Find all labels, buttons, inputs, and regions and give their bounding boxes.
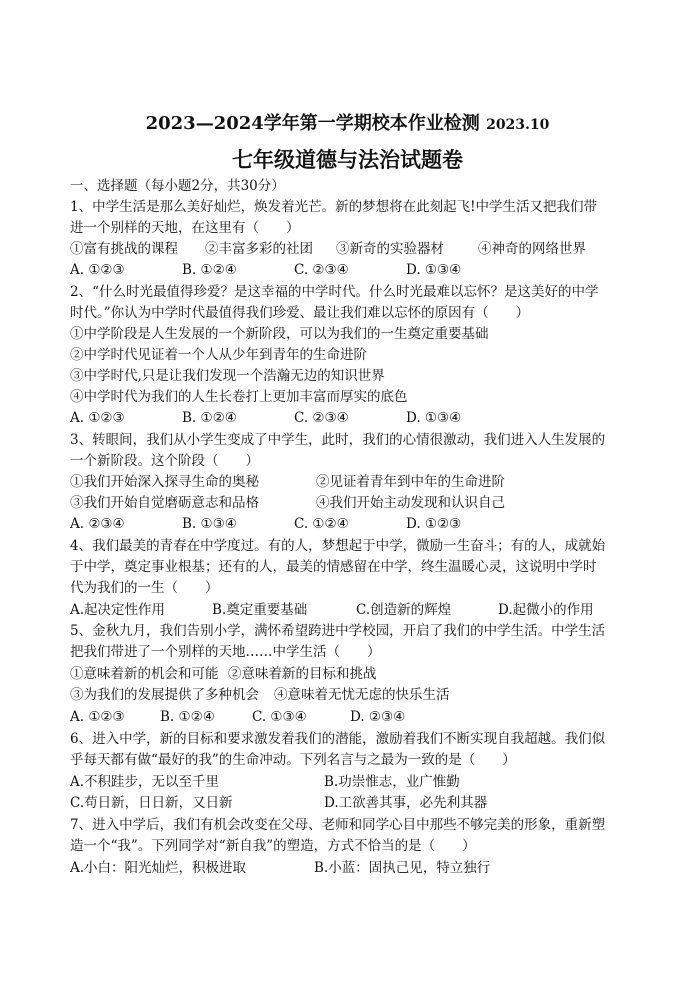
exam-date: 2023.10 — [486, 117, 550, 133]
q3-option-d: D. ①②③ — [406, 516, 462, 532]
q2-option-d: D. ①③④ — [406, 410, 462, 426]
q3-item: ④我们开始主动发现和认识自己 — [316, 495, 505, 511]
q2-item: ②中学时代见证着一个人从少年到青年的生命进阶 — [70, 347, 367, 363]
q7-stem-line2: 造一个“我”。下列同学对“新自我”的塑造，方式不恰当的是（ ） — [70, 838, 476, 854]
q3-item: ③我们开始自觉磨砺意志和品格 — [70, 495, 259, 511]
title-text: 2023—2024学年第一学期校本作业检测 — [145, 113, 480, 134]
q2-stem-line1: 2、“什么时光最值得珍爱？是这幸福的中学时代。什么时光最难以忘怀？是这美好的中学 — [70, 284, 599, 300]
q3-option-c: C. ①②④ — [294, 516, 349, 532]
q6-option-b: B.功崇惟志，业广惟勤 — [324, 774, 460, 790]
q3-item: ②见证着青年到中年的生命进阶 — [316, 474, 505, 490]
q5-stem-line1: 5、金秋九月，我们告别小学，满怀希望跨进中学校园，开启了我们的中学生活。中学生活 — [70, 623, 606, 639]
q7-option-a: A.小白：阳光灿烂，积极进取 — [70, 860, 247, 876]
q5-stem-line2: 把我们带进了一个别样的天地……中学生活（ ） — [70, 644, 381, 660]
q6-option-a: A.不积跬步，无以至千里 — [70, 774, 220, 790]
q1-item: ①富有挑战的课程 — [70, 241, 178, 257]
q7-stem-line1: 7、进入中学后，我们有机会改变在父母、老师和同学心目中那些不够完美的形象，重新塑 — [70, 817, 606, 833]
q4-stem-line3: 代为我们的一生（ ） — [70, 580, 219, 596]
q5-item: ④意味着无忧无虑的快乐生活 — [274, 687, 450, 703]
q1-item: ②丰富多彩的社团 — [205, 241, 313, 257]
q1-option-d: D. ①③④ — [406, 262, 462, 278]
q2-item: ①中学阶段是人生发展的一个新阶段，可以为我们的一生奠定重要基础 — [70, 326, 489, 342]
q1-option-b: B. ①②④ — [182, 262, 237, 278]
q1-stem-line1: 1、中学生活是那么美好灿烂，焕发着光芒。新的梦想将在此刻起飞!中学生活又把我们带 — [70, 199, 598, 215]
q6-stem-line2: 乎每天都有做“最好的我”的生命冲动。下列名言与之最为一致的是（ ） — [70, 752, 516, 768]
q5-item: ②意味着新的目标和挑战 — [228, 666, 377, 682]
q3-item: ①我们开始深入探寻生命的奥秘 — [70, 474, 259, 490]
q1-item: ④神奇的网络世界 — [478, 241, 586, 257]
q2-option-b: B. ①②④ — [182, 410, 237, 426]
q5-option-b: B. ①②④ — [160, 709, 215, 725]
q4-option-a: A.起决定性作用 — [70, 602, 166, 618]
q6-option-d: D.工欲善其事，必先利其器 — [324, 795, 488, 811]
q4-stem-line1: 4、我们最美的青春在中学度过。有的人，梦想起于中学，微励一生奋斗；有的人，成就始 — [70, 538, 606, 554]
exam-title — [0, 109, 695, 135]
q1-item: ③新奇的实验器材 — [336, 241, 444, 257]
q1-stem-line2: 进一个别样的天地，在这里有（ ） — [70, 220, 300, 236]
q3-stem-line2: 一个新阶段。这个阶段（ ） — [70, 453, 259, 469]
q3-stem-line1: 3、转眼间，我们从小学生变成了中学生，此时，我们的心情很激动，我们进入人生发展的 — [70, 432, 606, 448]
q3-option-a: A. ②③④ — [70, 516, 125, 532]
q5-option-d: D. ②③④ — [350, 709, 406, 725]
q4-stem-line2: 于中学，奠定事业根基；还有的人，最美的情感留在中学，终生温暖心灵，这说明中学时 — [70, 559, 597, 575]
q4-option-c: C.创造新的辉煌 — [356, 602, 452, 618]
q5-item: ③为我们的发展提供了多种机会 — [70, 687, 259, 703]
q1-option-c: C. ②③④ — [294, 262, 349, 278]
exam-subtitle: 七年级道德与法治试题卷 — [232, 147, 463, 172]
section-heading: 一、选择题（每小题2分，共30分） — [70, 178, 285, 194]
q6-option-c: C.苟日新，日日新，又日新 — [70, 795, 233, 811]
q5-option-a: A. ①②③ — [70, 709, 125, 725]
q3-option-b: B. ①③④ — [182, 516, 237, 532]
q2-option-c: C. ②③④ — [294, 410, 349, 426]
q4-option-b: B.奠定重要基础 — [212, 602, 308, 618]
q6-stem-line1: 6、进入中学，新的目标和要求激发着我们的潜能，激励着我们不断实现自我超越。我们似 — [70, 731, 606, 747]
q2-item: ③中学时代,只是让我们发现一个浩瀚无边的知识世界 — [70, 368, 385, 384]
q2-stem-line2: 时代。”你认为中学时代最值得我们珍爱、最让我们难以忘怀的原因有（ ） — [70, 305, 530, 321]
q2-option-a: A. ①②③ — [70, 410, 125, 426]
q1-option-a: A. ①②③ — [70, 262, 125, 278]
q7-option-b: B.小蓝：固执己见，特立独行 — [314, 860, 491, 876]
q4-option-d: D.起微小的作用 — [498, 602, 594, 618]
q5-item: ①意味着新的机会和可能 — [70, 666, 219, 682]
q5-option-c: C. ①③④ — [252, 709, 307, 725]
q2-item: ④中学时代为我们的人生长卷打上更加丰富而厚实的底色 — [70, 389, 408, 405]
